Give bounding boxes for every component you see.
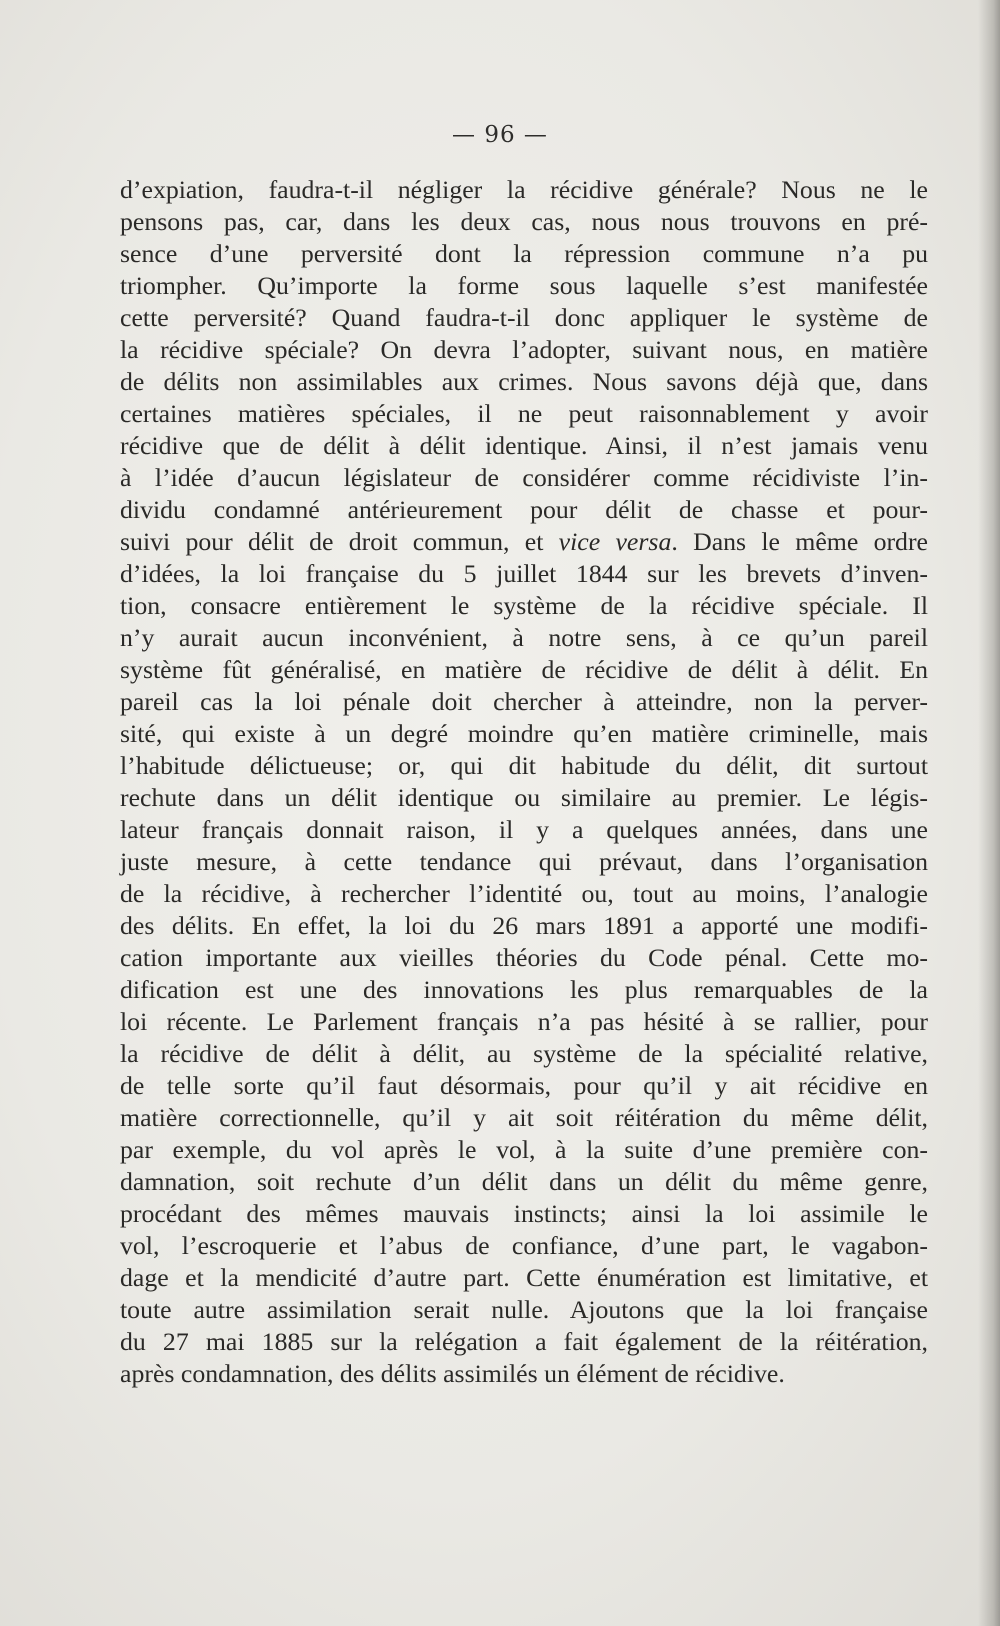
text-line: l’habitude délictueuse; or, qui dit habitude du délit, dit surtout	[120, 751, 928, 780]
text-line: d’expiation, faudra-t-il négliger la récidive générale? Nous ne le	[120, 175, 928, 204]
text-line: dividu condamné antérieurement pour délit de chasse et pour-	[120, 495, 928, 524]
text-line: loi récente. Le Parlement français n’a pas hésité à se rallier, pour	[120, 1007, 928, 1036]
text-line: dage et la mendicité d’autre part. Cette énumération est limitative, et	[120, 1263, 928, 1292]
text-line: juste mesure, à cette tendance qui prévaut, dans l’organisation	[120, 847, 928, 876]
text-line: de la récidive, à rechercher l’identité ou, tout au moins, l’analogie	[120, 879, 928, 908]
text-line: lateur français donnait raison, il y a quelques années, dans une	[120, 815, 928, 844]
text-line: certaines matières spéciales, il ne peut raisonnablement y avoir	[120, 399, 928, 428]
text-line-with-italic	[120, 526, 928, 558]
page-number: — 96 —	[452, 122, 548, 148]
text-line: à l’idée d’aucun législateur de considérer comme récidiviste l’in-	[120, 463, 928, 492]
text-line: dification est une des innovations les plus remarquables de la	[120, 975, 928, 1004]
text-line: procédant des mêmes mauvais instincts; ainsi la loi assimile le	[120, 1199, 928, 1228]
text-line: rechute dans un délit identique ou similaire au premier. Le légis-	[120, 783, 928, 812]
text-line: damnation, soit rechute d’un délit dans un délit du même genre,	[120, 1167, 928, 1196]
text-segment: . Dans le même ordre	[671, 527, 928, 556]
text-line: de telle sorte qu’il faut désormais, pour qu’il y ait récidive en	[120, 1071, 928, 1100]
text-line: matière correctionnelle, qu’il y ait soit réitération du même délit,	[120, 1103, 928, 1132]
italic-phrase: vice versa	[558, 527, 672, 556]
text-line: n’y aurait aucun inconvénient, à notre sens, à ce qu’un pareil	[120, 623, 928, 652]
text-line: par exemple, du vol après le vol, à la suite d’une première con-	[120, 1135, 928, 1164]
text-line: cation importante aux vieilles théories du Code pénal. Cette mo-	[120, 943, 928, 972]
text-segment: suivi pour délit de droit commun, et	[120, 527, 559, 556]
text-line: cette perversité? Quand faudra-t-il donc appliquer le système de	[120, 303, 928, 332]
text-line: après condamnation, des délits assimilés un élément de récidive.	[120, 1359, 785, 1388]
text-line: toute autre assimilation serait nulle. Ajoutons que la loi française	[120, 1295, 928, 1324]
text-line: pensons pas, car, dans les deux cas, nous nous trouvons en pré-	[120, 207, 928, 236]
text-line: pareil cas la loi pénale doit chercher à atteindre, non la perver-	[120, 687, 928, 716]
text-line: des délits. En effet, la loi du 26 mars 1891 a apporté une modifi-	[120, 911, 928, 940]
text-line: sence d’une perversité dont la répression commune n’a pu	[120, 239, 928, 268]
text-line: récidive que de délit à délit identique. Ainsi, il n’est jamais venu	[120, 431, 928, 460]
text-line: de délits non assimilables aux crimes. Nous savons déjà que, dans	[120, 367, 928, 396]
text-line: du 27 mai 1885 sur la relégation a fait également de la réitération,	[120, 1327, 928, 1356]
text-line: d’idées, la loi française du 5 juillet 1844 sur les brevets d’inven-	[120, 559, 928, 588]
text-line: système fût généralisé, en matière de récidive de délit à délit. En	[120, 655, 928, 684]
text-line: tion, consacre entièrement le système de la récidive spéciale. Il	[120, 591, 928, 620]
text-line: vol, l’escroquerie et l’abus de confiance, d’une part, le vagabon-	[120, 1231, 928, 1260]
body-text	[120, 174, 928, 1390]
page-edge-shadow	[978, 0, 1000, 1626]
text-line: la récidive de délit à délit, au système de la spécialité relative,	[120, 1039, 928, 1068]
text-line: la récidive spéciale? On devra l’adopter, suivant nous, en matière	[120, 335, 928, 364]
text-line: triompher. Qu’importe la forme sous laquelle s’est manifestée	[120, 271, 928, 300]
text-line: sité, qui existe à un degré moindre qu’en matière criminelle, mais	[120, 719, 928, 748]
